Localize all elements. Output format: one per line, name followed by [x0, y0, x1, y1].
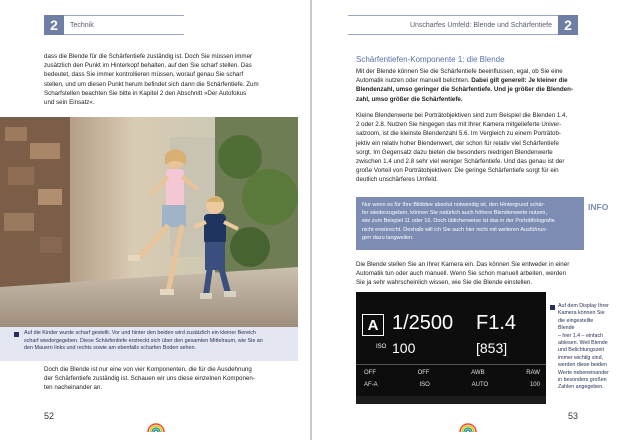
- camera-setting: ISO: [419, 382, 430, 388]
- left-page: [0, 0, 310, 440]
- info-label: INFO: [588, 202, 609, 212]
- text-line: Kleine Blendenwerte bei Porträtobjektiven sind zum Beispiel die Blenden 1.4,: [356, 112, 568, 119]
- text-line: große Vorteil von Porträtobjektiven: Die geringe Schärfentiefe sorgt für ein: [356, 167, 559, 175]
- camera-setting: AUTO: [471, 382, 489, 388]
- chapter-title: Technik: [64, 15, 184, 35]
- text-line: Scharfstellen beachten Sie bitte in Kapitel 2 den Abschnitt »Der Autofokus: [44, 89, 247, 97]
- camera-iso-label: ISO: [376, 344, 387, 350]
- page-number: 53: [567, 411, 578, 421]
- text-line: der Schärfentiefe zuständig ist. Schauen wir uns diese einzelnen Komponen-: [44, 375, 255, 383]
- children-photo: [0, 117, 298, 327]
- text-line: Automatik tun oder auch manuell. Wenn Sie schon manuell arbeiten, werden: [356, 270, 567, 278]
- camera-setting: 100: [529, 382, 540, 388]
- bold-text: zahl, umso größer die Schärfentiefe.: [356, 95, 463, 103]
- publisher-logo-icon: [146, 421, 166, 435]
- caption-line: werden diese beiden: [558, 362, 607, 369]
- camera-display-photo: [356, 292, 546, 404]
- left-header: [44, 15, 184, 35]
- bold-text: Blendenzahl, umso geringer die Schärfentiefe. Und je größer die Blenden-: [356, 86, 573, 94]
- caption-line: Auf dem Display Ihrer: [558, 303, 609, 309]
- intro-paragraph: [44, 52, 272, 107]
- camera-shutter: 1/2500: [392, 312, 454, 334]
- info-text: [362, 201, 580, 242]
- camera-setting: AWB: [471, 370, 485, 376]
- text-segment: Automatik nutzen oder manuell belichten.: [356, 77, 470, 85]
- info-line: wie zum Beispiel 11 oder 16. Doch üblicherweise ist das in der Porträtfotografie: [362, 218, 555, 225]
- text-line: Die Blende stellen Sie an Ihrer Kamera ein. Das können Sie entweder in einer: [356, 261, 570, 268]
- caption-line: Werte nebeneinander: [558, 369, 609, 376]
- text-line: stellen, und um diesen Punkt herum befindet sich dann die Schärfentiefe. Zum: [44, 80, 259, 88]
- camera-bottom-bar: [356, 396, 546, 404]
- camera-iso: 100: [392, 340, 416, 356]
- caption-line: ablesen. Weil Blende: [558, 340, 608, 347]
- text-line: Doch die Blende ist nur eine von vier Komponenten, die für die Ausdehnung: [44, 366, 252, 373]
- camera-divider: [356, 364, 546, 365]
- section-title: Schärfentiefen-Komponente 1: die Blende: [356, 55, 505, 64]
- camera-shots: [853]: [476, 340, 508, 356]
- caption-line: immer wichtig sind,: [558, 354, 604, 361]
- text-line: jektiv ein relativ hoher Blendenwert, der schon für relativ viel Schärfentiefe: [356, 139, 559, 147]
- caption-line: Auf die Kinder wurde scharf gestellt. Vor und hinter den beiden wird zusätzlich ein kleiner Bereich: [24, 330, 256, 336]
- text-line: salzoom, ist die kleinste Blendenzahl 5.6. Im Vergleich zu einem Porträtob-: [356, 130, 561, 138]
- text-line: bedeutet, dass Sie immer kontrollieren müssen, worauf genau Sie scharf: [44, 71, 244, 79]
- paragraph-3: [356, 260, 584, 288]
- chapter-number-badge: 2: [558, 15, 578, 35]
- camera-setting: RAW: [526, 370, 540, 376]
- text-line: Sie ja sehr wahrscheinlich wissen, wie Sie die Blende einstellen.: [356, 279, 533, 287]
- caption-line: und Belichtungszeit: [558, 347, 604, 354]
- camera-mode: A: [362, 314, 384, 336]
- paragraph-2: [356, 111, 584, 185]
- caption-line: in besonders großen: [558, 377, 607, 384]
- text-line: zusätzlich den Punkt im Hinterkopf behalten, auf den Sie scharf stellen. Das: [44, 62, 252, 70]
- text-line: zwischen 1.4 und 2.8 sehr viel weniger Schärfentiefe. Und das genau ist der: [356, 158, 565, 166]
- info-line: Nur wenn es für Ihre Bildidee absolut notwendig ist, den Hintergrund schär-: [362, 202, 546, 208]
- caption-line: Kamera können Sie: [558, 310, 605, 317]
- caption-line: – hier 1.4 – einfach: [558, 332, 604, 339]
- chapter-number-badge: 2: [44, 15, 64, 35]
- body-paragraph: [44, 365, 272, 393]
- camera-setting: OFF: [417, 370, 430, 376]
- camera-caption: [550, 303, 610, 392]
- info-line: gen dazu langweilen.: [362, 234, 414, 241]
- info-line: nicht erwünscht. Deshalb will ich Sie auch hier nicht mit weiteren Ausführun-: [362, 226, 548, 233]
- caption-line: scharf wiedergegeben. Diese Schärfentiefe erstreckt sich über den gesamten Mittelraum, wie Sie an: [24, 337, 263, 344]
- caption-line: Zahlen angegeben.: [558, 384, 604, 391]
- text-line: 2 oder 2.8. Nutzen Sie hingegen das mit Ihrer Kamera mitgelieferte Univer-: [356, 121, 562, 129]
- photo-caption: [24, 330, 294, 353]
- right-page: [312, 0, 622, 440]
- caption-line: den Mauern links und rechts sowie am ebenfalls scharfen Boden sehen.: [24, 345, 197, 352]
- text-line: deutlich unschärferes Umfeld.: [356, 176, 438, 184]
- text-line: Mit der Blende können Sie die Schärfentiefe beeinflussen, egal, ob Sie eine: [356, 68, 563, 75]
- camera-setting: AF-A: [364, 382, 378, 388]
- chapter-title: Unscharfes Umfeld: Blende und Schärfentiefe: [348, 15, 558, 35]
- camera-aperture: F1.4: [476, 312, 517, 334]
- caption-bullet: [14, 332, 19, 337]
- publisher-logo-icon: [458, 421, 478, 435]
- caption-line: die eingestellte Blende: [558, 317, 594, 332]
- bold-text: Dabei gilt generell: Je kleiner die: [471, 77, 568, 85]
- text-line: und sein Einsatz«.: [44, 99, 95, 107]
- info-line: fer wiederzugeben, können Sie natürlich auch höhere Blendenwerte nutzen,: [362, 210, 547, 217]
- page-number: 52: [44, 411, 55, 421]
- paragraph-1: [356, 67, 584, 104]
- right-header: [348, 15, 578, 35]
- camera-row-2: [364, 382, 540, 388]
- text-line: sorgt. Im Gegensatz dazu bieten die besonders niedrigen Blendenwerte: [356, 148, 553, 156]
- camera-row-1: [364, 370, 540, 376]
- text-line: dass die Blende für die Schärfentiefe zuständig ist. Doch Sie müssen immer: [44, 53, 253, 60]
- camera-setting: OFF: [364, 370, 376, 376]
- text-line: ten nacheinander an.: [44, 384, 103, 392]
